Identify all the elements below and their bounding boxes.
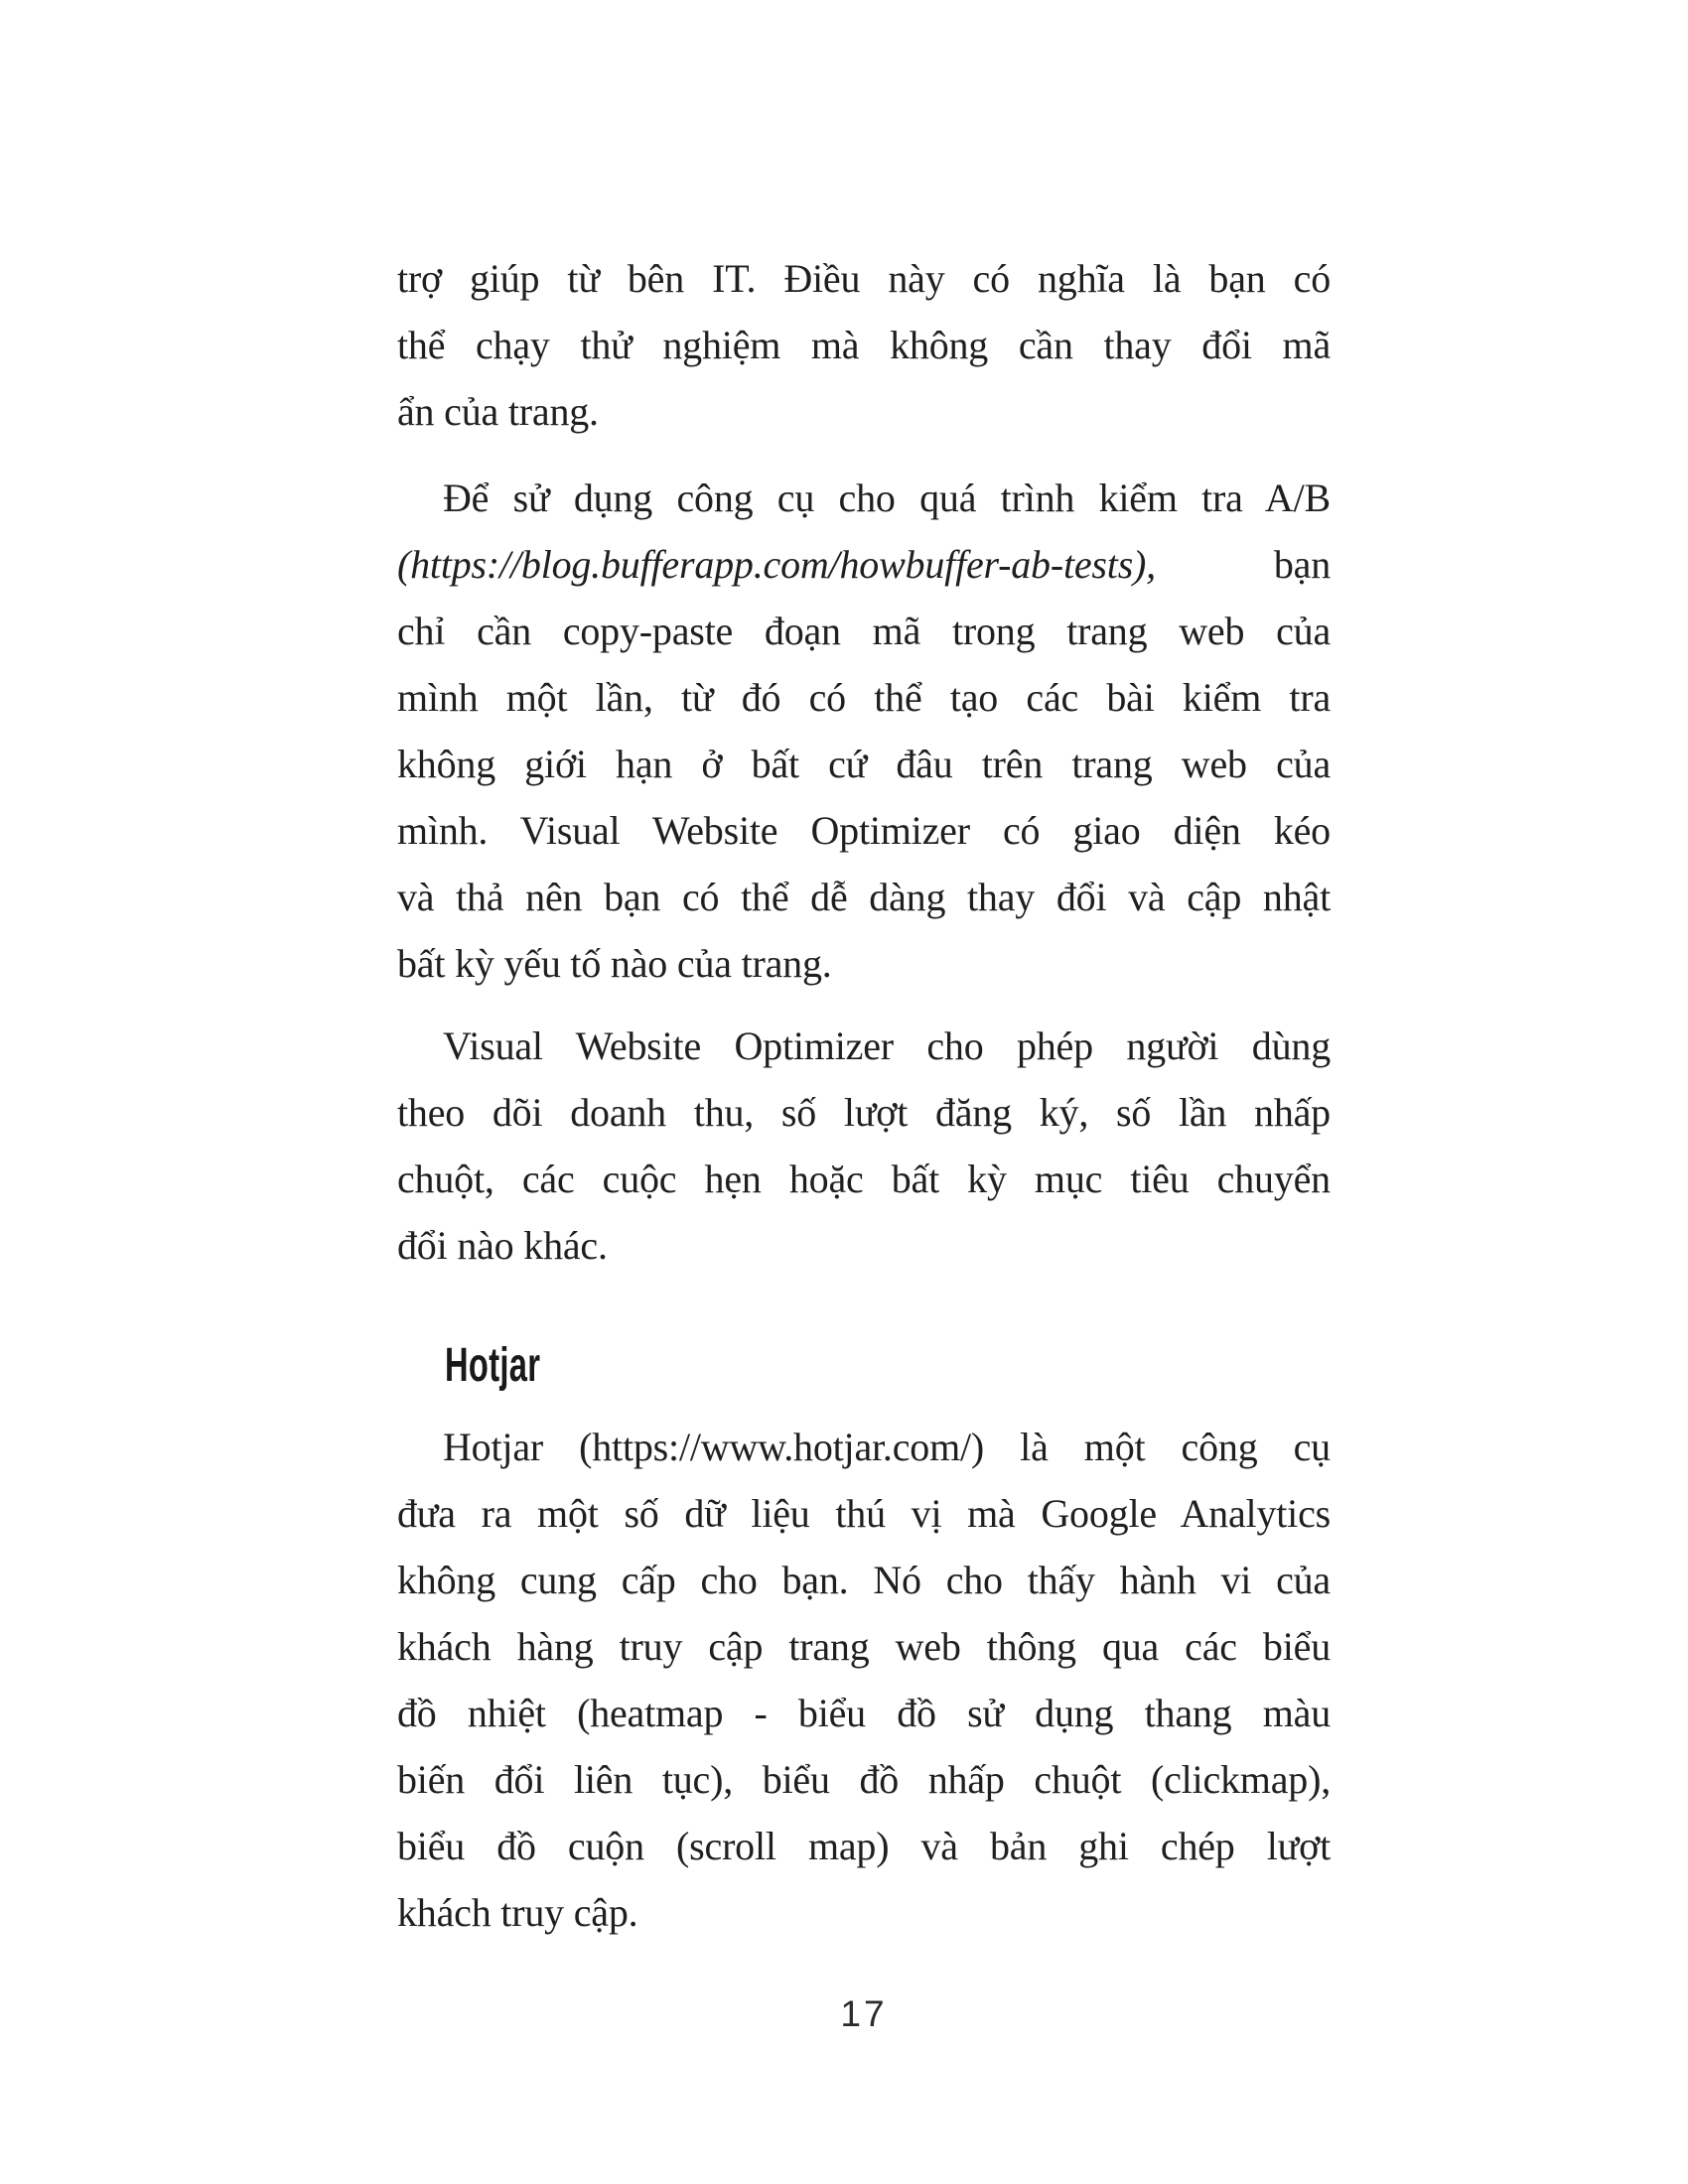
text-line: đổi nào khác. xyxy=(397,1223,608,1268)
text-line: mình một lần, từ đó có thể tạo các bài kiểm tra xyxy=(397,675,1331,720)
text-line: bất kỳ yếu tố nào của trang. xyxy=(397,941,832,986)
text-line: chỉ cần copy-paste đoạn mã trong trang web của xyxy=(397,609,1331,653)
text-line: không cung cấp cho bạn. Nó cho thấy hành vi của xyxy=(397,1558,1331,1602)
section-heading-text: Hotjar xyxy=(445,1339,541,1392)
text-line: không giới hạn ở bất cứ đâu trên trang web của xyxy=(397,742,1331,786)
link-url-text: (https://blog.bufferapp.com/howbuffer-ab-tests), xyxy=(397,542,1156,587)
text-line: khách truy cập. xyxy=(397,1890,638,1935)
text-line: mình. Visual Website Optimizer có giao diện kéo xyxy=(397,808,1331,853)
text-line: biểu đồ cuộn (scroll map) và bản ghi chép lượt xyxy=(397,1824,1331,1868)
text-line: đồ nhiệt (heatmap - biểu đồ sử dụng thang màu xyxy=(397,1691,1331,1735)
text-line: ẩn của trang. xyxy=(397,389,599,434)
paragraph-2 xyxy=(397,465,1331,997)
text-line: khách hàng truy cập trang web thông qua các biểu xyxy=(397,1624,1331,1669)
text-word: bạn xyxy=(1273,542,1331,587)
text-line: thể chạy thử nghiệm mà không cần thay đổi mã xyxy=(397,323,1331,367)
text-line: chuột, các cuộc hẹn hoặc bất kỳ mục tiêu chuyển xyxy=(397,1157,1331,1201)
text-line: Hotjar (https://www.hotjar.com/) là một công cụ xyxy=(443,1425,1331,1469)
text-line: biến đổi liên tục), biểu đồ nhấp chuột (clickmap), xyxy=(397,1757,1331,1802)
paragraph-1 xyxy=(397,245,1331,445)
paragraph-3 xyxy=(397,1013,1331,1279)
paragraph-4 xyxy=(397,1414,1331,1946)
text-line: và thả nên bạn có thể dễ dàng thay đổi và cập nhật xyxy=(397,875,1331,919)
text-line: Visual Website Optimizer cho phép người dùng xyxy=(443,1024,1331,1068)
text-column xyxy=(397,245,1331,1946)
text-line: Để sử dụng công cụ cho quá trình kiểm tra A/B xyxy=(443,476,1331,520)
text-line: trợ giúp từ bên IT. Điều này có nghĩa là bạn có xyxy=(397,256,1331,301)
text-line: đưa ra một số dữ liệu thú vị mà Google Analytics xyxy=(397,1491,1331,1536)
section-heading-hotjar xyxy=(397,1340,1331,1392)
page-number: 17 xyxy=(840,1993,888,2034)
text-line: theo dõi doanh thu, số lượt đăng ký, số lần nhấp xyxy=(397,1090,1331,1135)
text-line-url xyxy=(397,531,1331,598)
